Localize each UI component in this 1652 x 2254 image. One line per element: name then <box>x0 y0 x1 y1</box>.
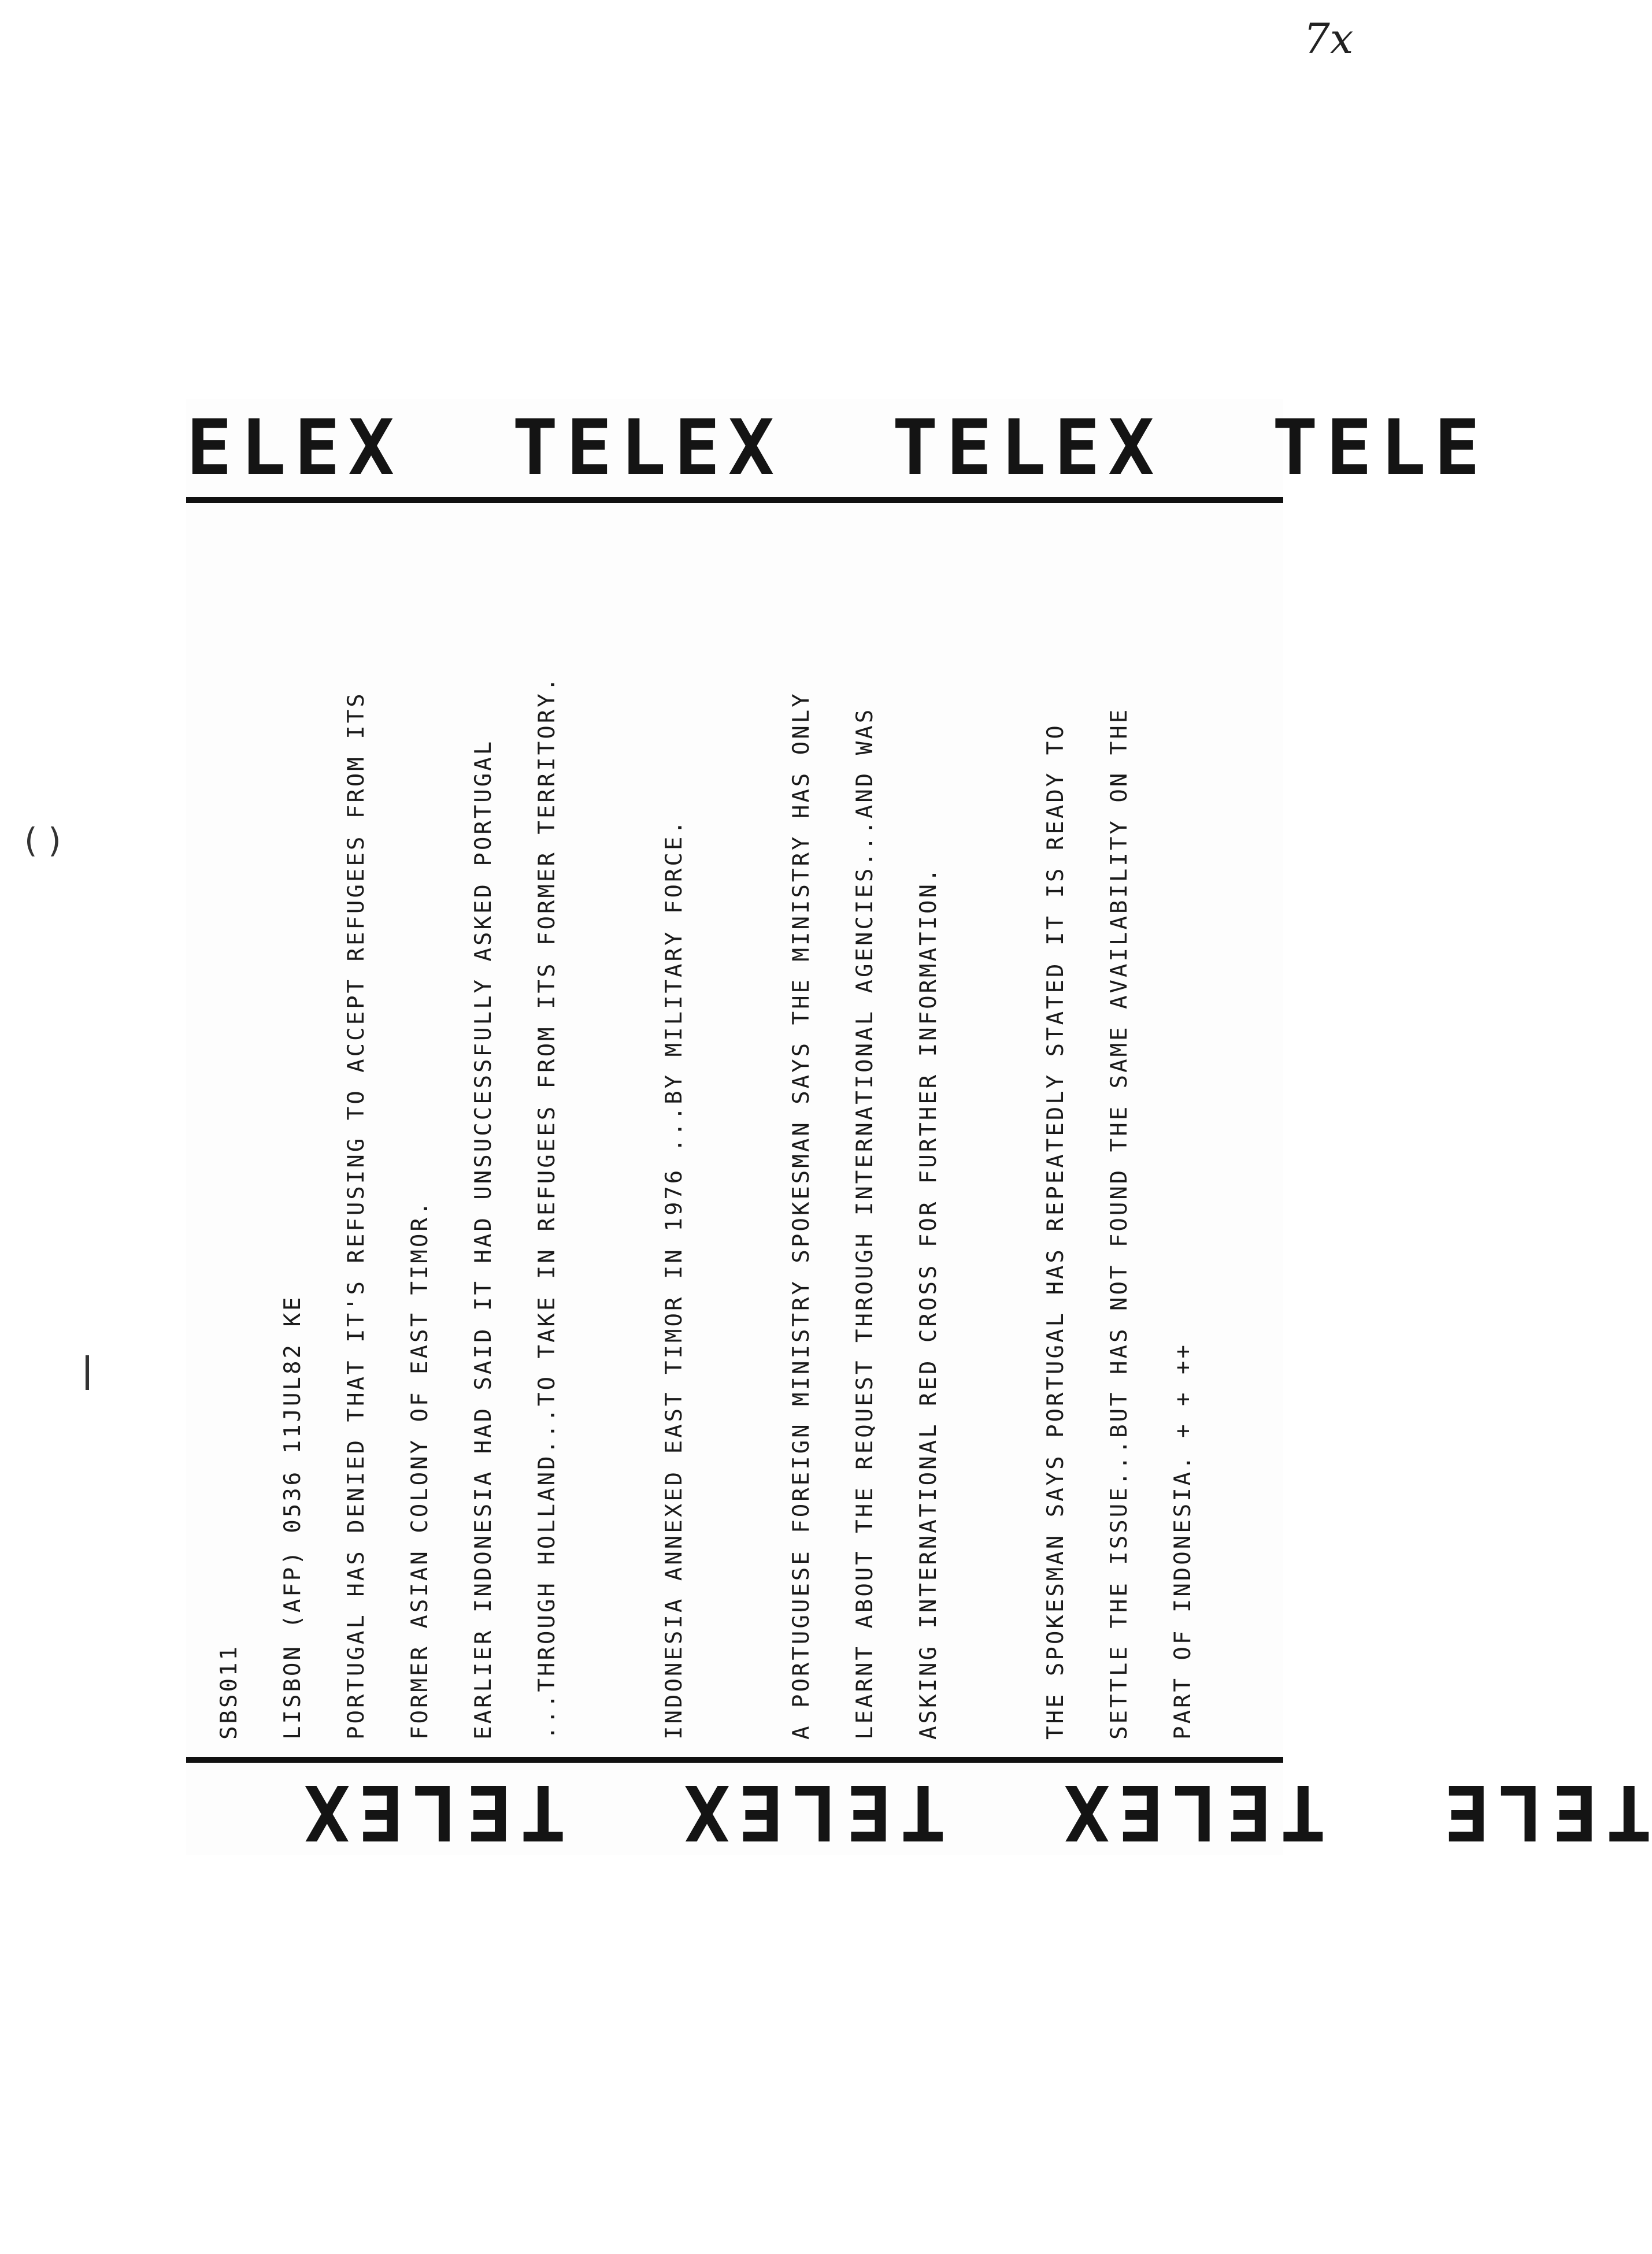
telex-band-word: TELE <box>1436 1767 1652 1856</box>
paragraph-gap <box>579 503 643 1740</box>
message-line: INDONESIA ANNEXED EAST TIMOR IN 1976 ...BY MILITARY FORCE. <box>661 818 687 1740</box>
message-line: ...THROUGH HOLLAND...TO TAKE IN REFUGEES FROM ITS FORMER TERRITORY. <box>534 675 560 1740</box>
message-line: FORMER ASIAN COLONY OF EAST TIMOR. <box>407 1199 433 1740</box>
telex-band-word: TELEX <box>296 1767 566 1856</box>
message-line: SETTLE THE ISSUE...BUT HAS NOT FOUND THE SAME AVAILABILITY ON THE <box>1106 707 1132 1740</box>
message-line: PART OF INDONESIA. + + ++ <box>1170 1343 1196 1740</box>
telex-band-word: TELEX <box>676 1767 946 1856</box>
telex-message <box>186 503 1215 1757</box>
message-dateline: LISBON (AFP) 0536 11JUL82 KE <box>280 1295 306 1740</box>
telex-band-word: TELEX <box>1055 1767 1327 1856</box>
telex-band-word: TELEX <box>892 403 1162 492</box>
telex-band-word: TELE <box>1272 403 1488 492</box>
paragraph-gap <box>961 503 1024 1740</box>
message-line: LEARNT ABOUT THE REQUEST THROUGH INTERNATIONAL AGENCIES...AND WAS <box>852 707 878 1740</box>
message-line: EARLIER INDONESIA HAD SAID IT HAD UNSUCCESSFULLY ASKED PORTUGAL <box>471 739 497 1740</box>
telex-band-word: ELEX <box>186 403 402 492</box>
message-id: SBS011 <box>216 1644 242 1740</box>
message-line: PORTUGAL HAS DENIED THAT IT'S REFUSING TO ACCEPT REFUGEES FROM ITS <box>343 691 369 1740</box>
message-line: THE SPOKESMAN SAYS PORTUGAL HAS REPEATEDLY STATED IT IS READY TO <box>1043 723 1069 1740</box>
telex-message-area <box>186 503 1283 1757</box>
paragraph-gap <box>706 503 770 1740</box>
message-line: ASKING INTERNATIONAL RED CROSS FOR FURTHER INFORMATION. <box>916 866 942 1740</box>
telex-band-word: TELEX <box>512 403 783 492</box>
page-number-mark: 7x <box>1303 14 1354 63</box>
telex-header-band <box>186 399 1488 503</box>
punch-hole-mark: ( ) <box>24 821 61 860</box>
message-line: A PORTUGUESE FOREIGN MINISTRY SPOKESMAN SAYS THE MINISTRY HAS ONLY <box>788 691 814 1740</box>
margin-bar-mark <box>86 1355 89 1390</box>
telex-footer-band <box>186 1757 1652 1861</box>
telex-form <box>186 399 1652 1856</box>
